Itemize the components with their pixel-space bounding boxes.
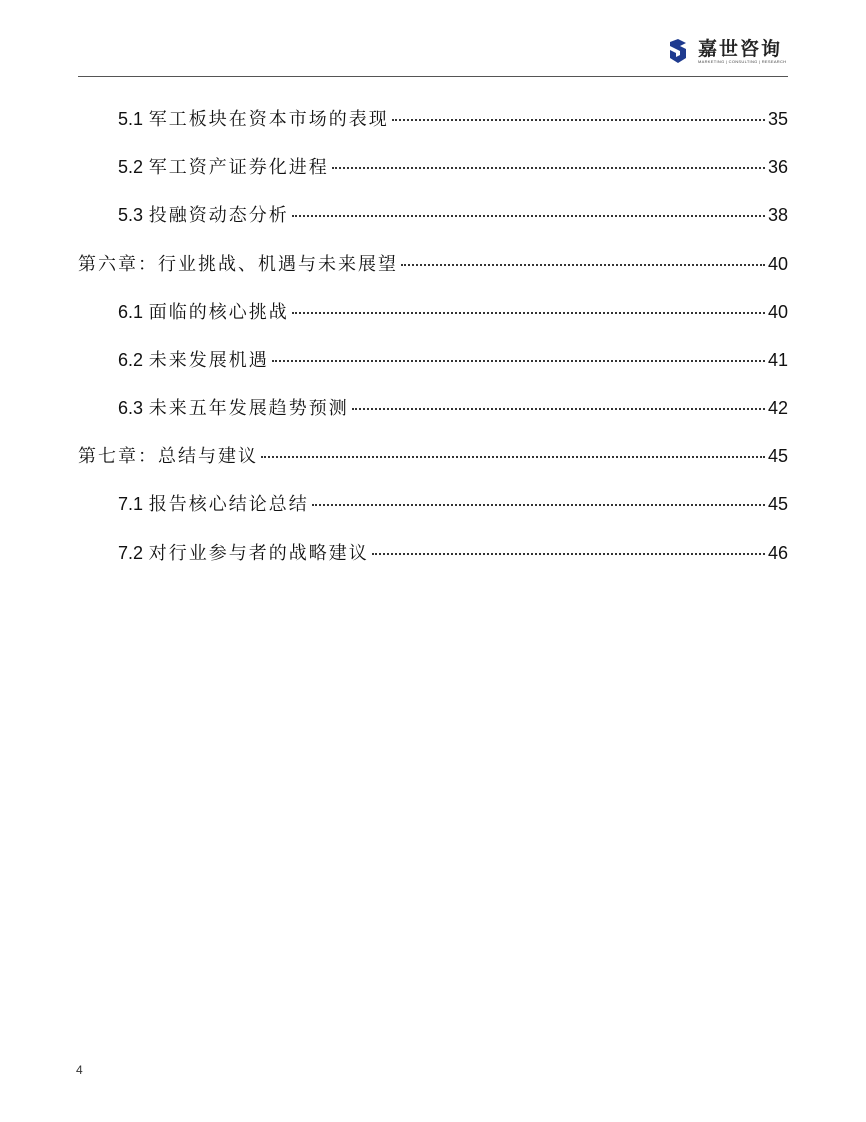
toc-leader-dots [392,119,765,121]
page-number: 4 [76,1063,83,1077]
toc-entry-page: 40 [767,302,788,322]
toc-entry[interactable] [78,442,788,468]
toc-entry[interactable] [118,539,788,565]
toc-entry-title: 军工资产证券化进程 [148,157,329,178]
toc-entry[interactable] [118,346,788,372]
toc-entry-page: 40 [767,254,788,274]
toc-entry-page: 36 [767,157,788,177]
toc-leader-dots [332,167,765,169]
toc-entry-number: 5.1 [118,109,144,129]
toc-leader-dots [292,215,765,217]
toc-leader-dots [372,553,765,555]
toc-entry-title: 面临的核心挑战 [148,302,289,323]
toc-leader-dots [272,360,765,362]
toc-entry-title: 投融资动态分析 [148,205,289,226]
toc-entry-number: 5.2 [118,157,144,177]
toc-entry-page: 46 [767,543,788,563]
toc-leader-dots [261,456,765,458]
toc-entry[interactable] [78,250,788,276]
toc-leader-dots [352,408,765,410]
toc-entry-page: 45 [767,494,788,514]
toc-entry-page: 41 [767,350,788,370]
toc-entry-number: 6.3 [118,398,144,418]
toc-entry[interactable] [118,490,788,516]
toc-entry[interactable] [118,105,788,131]
toc-entry-title: 军工板块在资本市场的表现 [148,109,389,130]
logo-tagline: MARKETING | CONSULTING | RESEARCH [698,58,787,64]
toc-entry-number: 7.1 [118,494,144,514]
toc-entry[interactable] [118,394,788,420]
logo-name: 嘉世咨询 [698,37,783,60]
toc-entry-page: 45 [767,446,788,466]
toc-entry-title: 对行业参与者的战略建议 [148,543,369,564]
toc-entry[interactable] [118,298,788,324]
toc-entry-title: 未来五年发展趋势预测 [148,398,349,419]
toc-entry-title: 第六章：行业挑战、机遇与未来展望 [78,254,398,275]
toc-entry-number: 5.3 [118,205,144,225]
header-divider [78,76,788,77]
toc-entry-title: 未来发展机遇 [148,350,269,371]
toc-leader-dots [292,312,765,314]
toc-leader-dots [401,264,765,266]
toc-entry-page: 35 [767,109,788,129]
toc-entry-title: 第七章：总结与建议 [78,446,258,467]
toc-entry-page: 38 [767,205,788,225]
toc-entry-title: 报告核心结论总结 [148,494,309,515]
toc-entry-number: 6.2 [118,350,144,370]
toc-entry-page: 42 [767,398,788,418]
company-logo [666,38,786,64]
toc-entry[interactable] [118,153,788,179]
toc-entry[interactable] [118,201,788,227]
toc-entry-number: 7.2 [118,543,144,563]
toc-leader-dots [312,504,765,506]
toc-entry-number: 6.1 [118,302,144,322]
logo-icon [666,38,690,64]
